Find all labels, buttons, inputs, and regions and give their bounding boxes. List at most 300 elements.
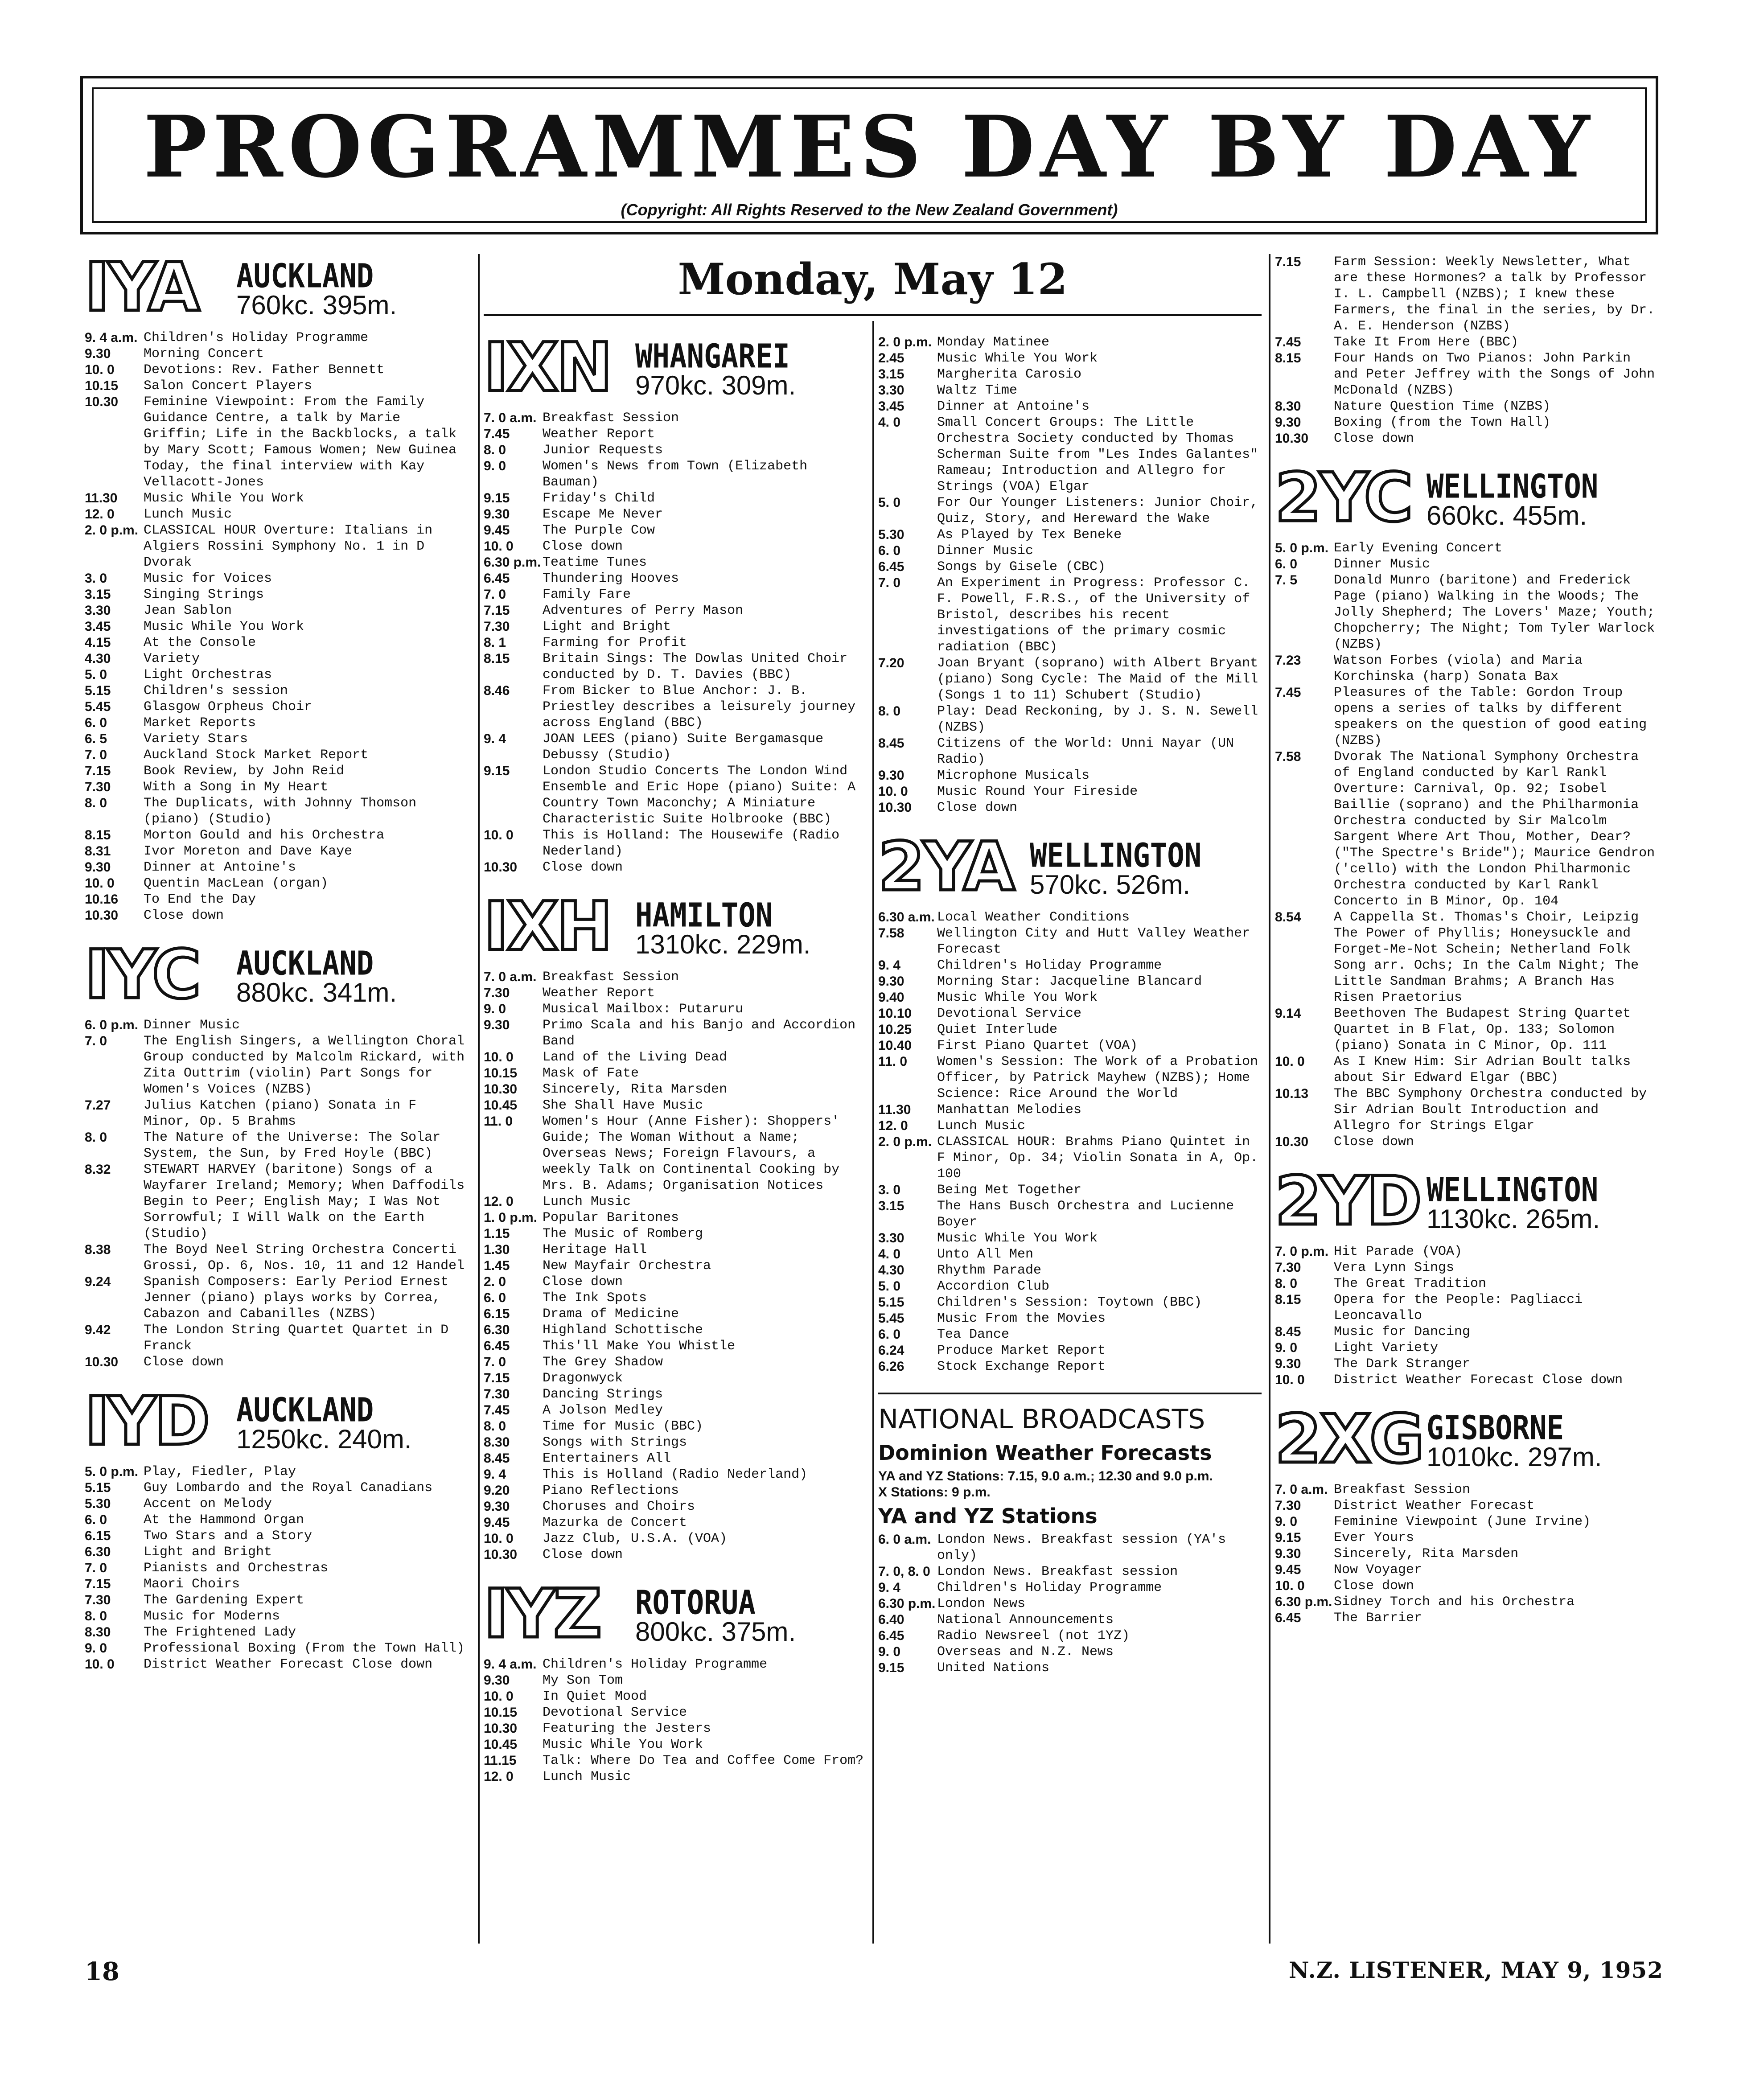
programme-item	[85, 1242, 473, 1274]
programme-time: 9.15	[1275, 1530, 1301, 1545]
programme-item	[85, 1354, 473, 1370]
station-callsign: 2YA	[878, 828, 1013, 906]
programme-time: 7.30	[85, 1593, 111, 1607]
station-city: WELLINGTON	[1030, 837, 1202, 875]
programme-time: 9. 0	[878, 1644, 901, 1659]
programme-title: Variety	[144, 651, 200, 666]
programme-time: 9.30	[484, 1673, 510, 1688]
programme-title: Music While You Work	[144, 619, 304, 634]
programme-time: 6.45	[484, 571, 510, 586]
programme-item	[85, 346, 473, 362]
programme-item	[878, 1038, 1262, 1054]
programme-time: 9. 4 a.m.	[85, 330, 138, 345]
programme-title: In Quiet Mood	[543, 1689, 647, 1704]
programme-item	[1275, 1482, 1658, 1498]
programme-title: Jazz Club, U.S.A. (VOA)	[543, 1531, 728, 1546]
programme-title: Music While You Work	[144, 491, 304, 506]
programme-item	[85, 1560, 473, 1576]
programme-title: Music for Voices	[144, 571, 272, 586]
programme-item	[1275, 685, 1658, 749]
programme-title: First Piano Quartet (VOA)	[937, 1038, 1138, 1053]
programme-item	[484, 1081, 867, 1097]
programme-time: 10.15	[484, 1066, 518, 1081]
programme-title: Dinner Music	[1334, 557, 1431, 572]
programme-time: 8. 0	[85, 1609, 107, 1623]
programme-item	[484, 1689, 867, 1705]
programme-title: Close down	[543, 1547, 623, 1562]
programme-time: 2. 0 p.m.	[85, 523, 139, 538]
programme-item	[85, 683, 473, 699]
programme-title: Sincerely, Rita Marsden	[1334, 1546, 1519, 1562]
programme-item	[878, 1262, 1262, 1278]
programme-title: Children's Holiday Programme	[144, 330, 369, 345]
programme-title: Escape Me Never	[543, 507, 663, 522]
programme-time: 4.15	[85, 635, 111, 650]
programme-title: Children's session	[144, 683, 288, 699]
programme-title: Breakfast Session	[1334, 1482, 1471, 1497]
programme-time: 9.42	[85, 1323, 111, 1337]
programme-item	[878, 1532, 1262, 1564]
programme-title: Dragonwyck	[543, 1371, 623, 1386]
programme-title: The Ink Spots	[543, 1290, 647, 1306]
programme-item	[1275, 1610, 1658, 1626]
programme-title: Vera Lynn Sings	[1334, 1260, 1455, 1275]
programme-title: Music Round Your Fireside	[937, 784, 1138, 799]
programme-item	[484, 1769, 867, 1785]
programme-title: Close down	[543, 1274, 623, 1290]
station-header-2yc	[1275, 459, 1658, 537]
programme-title: Land of the Living Dead	[543, 1050, 728, 1065]
station-frequency: 1010kc. 297m.	[1427, 1442, 1602, 1472]
programme-title: The Dark Stranger	[1334, 1356, 1471, 1372]
programme-item	[85, 394, 473, 490]
programme-title: At the Console	[144, 635, 256, 650]
programme-item	[85, 1624, 473, 1640]
programme-item	[878, 575, 1262, 655]
programme-title: The Nature of the Universe: The Solar System, the Sun, by Fred Hoyle (BBC)	[144, 1130, 441, 1161]
programme-time: 8.15	[484, 651, 510, 666]
programme-time: 4. 0	[878, 415, 901, 430]
programme-time: 9. 0	[484, 459, 506, 473]
programme-list-1xn	[484, 410, 867, 875]
programme-item	[484, 985, 867, 1001]
programme-time: 8.30	[484, 1435, 510, 1450]
programme-title: Light Variety	[1334, 1340, 1439, 1356]
programme-item	[85, 1017, 473, 1033]
programme-title: Local Weather Conditions	[937, 910, 1130, 925]
programme-time: 8. 0	[1275, 1276, 1298, 1291]
programme-time: 10. 0	[1275, 1578, 1305, 1593]
programme-item	[878, 800, 1262, 816]
programme-time: 9. 4 a.m.	[484, 1657, 537, 1672]
programme-title: Lunch Music	[144, 507, 232, 522]
programme-title: Sincerely, Rita Marsden	[543, 1082, 728, 1097]
station-frequency: 570kc. 526m.	[1030, 870, 1191, 900]
programme-item	[484, 1531, 867, 1547]
programme-item	[878, 1612, 1262, 1628]
programme-item	[85, 1480, 473, 1496]
programme-time: 7.45	[484, 1403, 510, 1418]
station-city: WELLINGTON	[1427, 1171, 1599, 1209]
programme-title: Time for Music (BBC)	[543, 1419, 703, 1434]
programme-time: 8. 0	[85, 1130, 107, 1145]
programme-title: This'll Make You Whistle	[543, 1339, 736, 1354]
programme-time: 10. 0	[1275, 1054, 1305, 1069]
programme-title: Entertainers All	[543, 1451, 671, 1466]
programme-item	[878, 768, 1262, 784]
programme-time: 6. 0	[85, 1512, 107, 1527]
programme-item	[1275, 1134, 1658, 1150]
station-city: ROTORUA	[635, 1584, 756, 1622]
programme-title: Morton Gould and his Orchestra	[144, 828, 385, 843]
programme-title: Watson Forbes (viola) and Maria Korchinska (harp) Sonata Bax	[1334, 653, 1583, 684]
programme-title: Heritage Hall	[543, 1242, 647, 1258]
programme-time: 8.15	[1275, 351, 1301, 366]
programme-time: 7.45	[1275, 685, 1301, 700]
programme-time: 3.30	[878, 1231, 904, 1245]
station-callsign: IXN	[484, 329, 611, 407]
programme-time: 9. 0	[1275, 1340, 1298, 1355]
programme-item	[878, 1246, 1262, 1262]
programme-item	[1275, 1562, 1658, 1578]
programme-time: 6.45	[1275, 1611, 1301, 1625]
programme-time: 7. 5	[1275, 573, 1298, 588]
programme-title: Take It From Here (BBC)	[1334, 335, 1519, 350]
programme-item	[85, 635, 473, 651]
programme-time: 6.30	[85, 1545, 111, 1559]
programme-title: Overseas and N.Z. News	[937, 1644, 1114, 1660]
programme-item	[85, 715, 473, 731]
programme-title: Weather Report	[543, 986, 655, 1001]
programme-item	[484, 490, 867, 506]
programme-time: 3. 0	[878, 1183, 901, 1197]
programme-title: Women's Session: The Work of a Probation Officer, by Patrick Mayhew (NZBS); Home Science: Rice Around the World	[937, 1054, 1258, 1101]
programme-item	[484, 1114, 867, 1194]
programme-item	[878, 495, 1262, 527]
programme-time: 8.45	[878, 736, 904, 751]
programme-item	[1275, 334, 1658, 350]
programme-time: 7.15	[85, 764, 111, 778]
programme-title: Market Reports	[144, 715, 256, 731]
programme-item	[878, 559, 1262, 575]
programme-time: 9.30	[484, 1499, 510, 1514]
programme-item	[484, 1226, 867, 1242]
programme-time: 9.30	[878, 768, 904, 783]
programme-title: Music While You Work	[937, 990, 1098, 1005]
programme-item	[878, 1628, 1262, 1644]
programme-item	[85, 1512, 473, 1528]
programme-time: 6.30	[484, 1323, 510, 1337]
programme-item	[878, 1054, 1262, 1102]
station-city: WHANGAREI	[635, 337, 790, 376]
programme-item	[484, 1402, 867, 1418]
programme-title: Four Hands on Two Pianos: John Parkin and Peter Jeffrey with the Songs of John McDonald (NZBS)	[1334, 351, 1655, 398]
programme-title: The Gardening Expert	[144, 1593, 304, 1608]
programme-title: Play, Fiedler, Play	[144, 1464, 296, 1479]
programme-title: Close down	[144, 908, 224, 923]
programme-item	[85, 875, 473, 892]
programme-time: 9.45	[484, 1515, 510, 1530]
programme-item	[85, 651, 473, 667]
station-city: HAMILTON	[635, 896, 773, 935]
programme-time: 5.30	[878, 527, 904, 542]
programme-list-1yc	[85, 1017, 473, 1370]
programme-item	[1275, 1340, 1658, 1356]
programme-time: 6. 0	[1275, 557, 1298, 571]
programme-title: Salon Concert Players	[144, 378, 312, 394]
programme-time: 9.30	[878, 974, 904, 989]
programme-item	[878, 382, 1262, 399]
programme-item	[878, 334, 1262, 350]
programme-time: 6. 0	[878, 543, 901, 558]
programme-item	[878, 1118, 1262, 1134]
programme-item	[878, 543, 1262, 559]
programme-time: 6. 0	[85, 715, 107, 730]
programme-list-1yz	[484, 1656, 867, 1785]
programme-time: 9. 0	[484, 1002, 506, 1016]
programme-title: Women's Hour (Anne Fisher): Shoppers' Guide; The Woman Without a Name; Overseas News; Foreign Flavours, a weekly Talk on Continental Cooking by Mrs. B. Adams; Organisation Notices	[543, 1114, 840, 1193]
programme-item	[484, 1467, 867, 1483]
programme-title: Children's Holiday Programme	[937, 958, 1162, 973]
programme-time: 3.15	[85, 587, 111, 602]
programme-time: 10.30	[1275, 1134, 1309, 1149]
programme-time: 10.15	[484, 1705, 518, 1720]
programme-time: 7. 0 a.m.	[484, 970, 537, 984]
programme-time: 10. 0	[85, 876, 115, 891]
programme-time: 10.30	[878, 800, 912, 815]
programme-item	[484, 1322, 867, 1338]
programme-title: Choruses and Choirs	[543, 1499, 695, 1514]
programme-time: 8.54	[1275, 910, 1301, 925]
programme-time: 6. 0	[484, 1290, 506, 1305]
programme-time: 7. 0	[484, 587, 506, 602]
programme-item	[484, 1242, 867, 1258]
programme-time: 6.45	[878, 1628, 904, 1643]
programme-title: Quiet Interlude	[937, 1022, 1058, 1037]
programme-time: 3. 0	[85, 571, 107, 586]
programme-item	[484, 587, 867, 603]
programme-item	[484, 1515, 867, 1531]
programme-item	[1275, 556, 1658, 572]
station-city: WELLINGTON	[1427, 468, 1599, 506]
programme-item	[85, 747, 473, 763]
programme-time: 7.45	[1275, 335, 1301, 349]
programme-item	[878, 909, 1262, 925]
page-title: PROGRAMMES DAY BY DAY	[143, 97, 1595, 197]
programme-title: Farm Session: Weekly Newsletter, What are these Hormones? a talk by Professor I. L. Campbell (NZBS); I knew these Farmers, the final in the series, by Dr. A. E. Henderson (NZBS)	[1334, 255, 1655, 334]
programme-title: Book Review, by John Reid	[144, 764, 345, 779]
programme-title: Devotional Service	[937, 1006, 1082, 1021]
programme-time: 7. 0	[85, 748, 107, 762]
programme-time: 7.30	[484, 1387, 510, 1401]
programme-item	[484, 458, 867, 490]
programme-time: 5.15	[878, 1295, 904, 1310]
programme-time: 5.45	[878, 1311, 904, 1326]
programme-time: 1.15	[484, 1226, 510, 1241]
programme-time: 7. 0	[484, 1355, 506, 1369]
programme-title: Children's Session: Toytown (BBC)	[937, 1295, 1202, 1310]
programme-item	[1275, 350, 1658, 399]
programme-item	[484, 1673, 867, 1689]
programme-title: Play: Dead Reckoning, by J. S. N. Sewell (NZBS)	[937, 704, 1258, 735]
programme-title: The Great Tradition	[1334, 1276, 1487, 1291]
programme-time: 7. 0	[85, 1034, 107, 1048]
programme-title: Mazurka de Concert	[543, 1515, 687, 1530]
programme-time: 3.30	[85, 603, 111, 618]
programme-title: Close down	[937, 800, 1018, 815]
programme-item	[878, 1102, 1262, 1118]
programme-title: Close down	[1334, 431, 1414, 446]
programme-time: 7. 0 a.m.	[1275, 1482, 1328, 1497]
programme-item	[85, 859, 473, 875]
programme-time: 12. 0	[484, 1194, 514, 1209]
programme-title: London News. Breakfast session	[937, 1564, 1178, 1579]
programme-title: Music for Dancing	[1334, 1324, 1471, 1340]
programme-time: 5. 0	[878, 495, 901, 510]
programme-time: 6.40	[878, 1612, 904, 1627]
programme-time: 10.16	[85, 892, 119, 907]
programme-title: This is Holland: The Housewife (Radio Nederland)	[543, 828, 840, 859]
programme-title: Primo Scala and his Banjo and Accordion Band	[543, 1018, 856, 1049]
programme-item	[878, 1182, 1262, 1198]
programme-time: 5.30	[85, 1496, 111, 1511]
programme-title: Now Voyager	[1334, 1562, 1422, 1578]
programme-title: She Shall Have Music	[543, 1098, 703, 1113]
programme-item	[484, 1097, 867, 1114]
programme-time: 12. 0	[878, 1118, 908, 1133]
programme-item	[484, 1499, 867, 1515]
programme-time: 7.30	[1275, 1260, 1301, 1275]
programme-title: Devotional Service	[543, 1705, 687, 1720]
programme-time: 6.15	[85, 1529, 111, 1543]
programme-title: A Jolson Medley	[543, 1403, 663, 1418]
programme-time: 6. 0 p.m.	[85, 1018, 139, 1032]
station-callsign: 2YC	[1275, 459, 1411, 537]
programme-item	[85, 1033, 473, 1097]
programme-list-2xg	[1275, 1482, 1658, 1626]
programme-item	[484, 506, 867, 522]
programme-time: 8.31	[85, 844, 111, 859]
programme-item	[484, 1274, 867, 1290]
programme-list-2ya	[878, 909, 1262, 1375]
programme-item	[85, 1322, 473, 1354]
programme-item	[878, 736, 1262, 768]
column-divider	[1269, 254, 1270, 1944]
programme-time: 8.30	[1275, 399, 1301, 414]
programme-time: 7.30	[484, 619, 510, 634]
programme-time: 7. 0 a.m.	[484, 411, 537, 425]
programme-item	[484, 1194, 867, 1210]
programme-item	[85, 779, 473, 795]
national-broadcast-list	[878, 1532, 1262, 1676]
programme-list-1ya	[85, 330, 473, 924]
station-header-1xh	[484, 888, 867, 966]
station-header-2ya	[878, 828, 1262, 906]
programme-time: 7.45	[484, 427, 510, 441]
programme-time: 10.30	[85, 1355, 119, 1369]
programme-title: This is Holland (Radio Nederland)	[543, 1467, 808, 1482]
programme-item	[85, 571, 473, 587]
national-broadcasts-title: NATIONAL BROADCASTS	[878, 1404, 1205, 1435]
station-city: AUCKLAND	[236, 1391, 374, 1430]
programme-title: Close down	[144, 1355, 224, 1370]
header-box	[80, 76, 1658, 234]
programme-time: 7.58	[878, 926, 904, 941]
programme-item	[878, 655, 1262, 703]
programme-list-2ya-continued	[1275, 254, 1658, 447]
programme-item	[878, 925, 1262, 958]
ya-yz-stations-title: YA and YZ Stations	[878, 1504, 1098, 1528]
programme-time: 9. 4	[878, 1580, 901, 1595]
programme-title: A Cappella St. Thomas's Choir, Leipzig The Power of Phyllis; Honeysuckle and Forget-Me-Not Schein; Netherland Folk Song arr. Ochs; In the Calm Night; The Little Sandman Brahms; A Branch Has Risen Praetorius	[1334, 910, 1639, 1005]
programme-title: The Music of Romberg	[543, 1226, 703, 1241]
programme-title: Professional Boxing (From the Town Hall)	[144, 1641, 465, 1656]
programme-title: Auckland Stock Market Report	[144, 748, 369, 763]
programme-item	[484, 619, 867, 635]
programme-title: Musical Mailbox: Putaruru	[543, 1002, 744, 1017]
station-callsign: IYZ	[484, 1575, 600, 1653]
programme-time: 1.45	[484, 1258, 510, 1273]
programme-title: Mask of Fate	[543, 1066, 639, 1081]
programme-item	[484, 538, 867, 555]
programme-item	[1275, 540, 1658, 556]
programme-title: Popular Baritones	[543, 1210, 679, 1225]
programme-title: Light and Bright	[543, 619, 671, 634]
programme-item	[484, 683, 867, 731]
programme-time: 9.45	[1275, 1562, 1301, 1577]
programme-title: Breakfast Session	[543, 970, 679, 985]
programme-time: 4.30	[85, 651, 111, 666]
programme-item	[484, 1434, 867, 1451]
programme-item	[484, 1017, 867, 1049]
programme-time: 6. 0 a.m.	[878, 1532, 931, 1547]
programme-item	[85, 763, 473, 779]
programme-title: Ivor Moreton and Dave Kaye	[144, 844, 353, 859]
programme-item	[1275, 1324, 1658, 1340]
programme-time: 10.25	[878, 1022, 912, 1037]
programme-item	[878, 703, 1262, 736]
programme-time: 7. 0 p.m.	[1275, 1244, 1329, 1259]
programme-title: Manhattan Melodies	[937, 1102, 1082, 1118]
programme-item	[1275, 909, 1658, 1006]
programme-time: 5. 0 p.m.	[85, 1464, 139, 1479]
column-1	[85, 249, 473, 1690]
header-inner-border	[92, 87, 1647, 223]
programme-item	[484, 1656, 867, 1673]
programme-title: At the Hammond Organ	[144, 1512, 304, 1528]
programme-item	[85, 827, 473, 843]
programme-title: Joan Bryant (soprano) with Albert Bryant (piano) Song Cycle: The Maid of the Mill (Songs 1 to 11) Schubert (Studio)	[937, 656, 1258, 703]
programme-item	[878, 415, 1262, 495]
programme-title: Guy Lombardo and the Royal Canadians	[144, 1480, 433, 1496]
programme-title: Lunch Music	[543, 1194, 631, 1209]
programme-title: Margherita Carosio	[937, 367, 1082, 382]
programme-time: 9.30	[85, 346, 111, 361]
programme-item	[484, 1705, 867, 1721]
programme-title: Accordion Club	[937, 1279, 1050, 1294]
programme-time: 7.27	[85, 1098, 111, 1113]
programme-item	[85, 1097, 473, 1130]
programme-item	[484, 1483, 867, 1499]
programme-title: The Boyd Neel String Orchestra Concerti Grossi, Op. 6, Nos. 10, 11 and 12 Handel	[144, 1242, 465, 1274]
programme-title: JOAN LEES (piano) Suite Bergamasque Debussy (Studio)	[543, 732, 824, 763]
programme-title: Beethoven The Budapest String Quartet Quartet in B Flat, Op. 133; Solomon (piano) Sonata in C Minor, Op. 111	[1334, 1006, 1631, 1053]
programme-time: 6.30 a.m.	[878, 910, 935, 925]
programme-time: 9. 4	[484, 1467, 506, 1482]
x-forecast-times: X Stations: 9 p.m.	[878, 1485, 991, 1500]
programme-time: 9. 4	[484, 732, 506, 746]
programme-item	[85, 1656, 473, 1673]
